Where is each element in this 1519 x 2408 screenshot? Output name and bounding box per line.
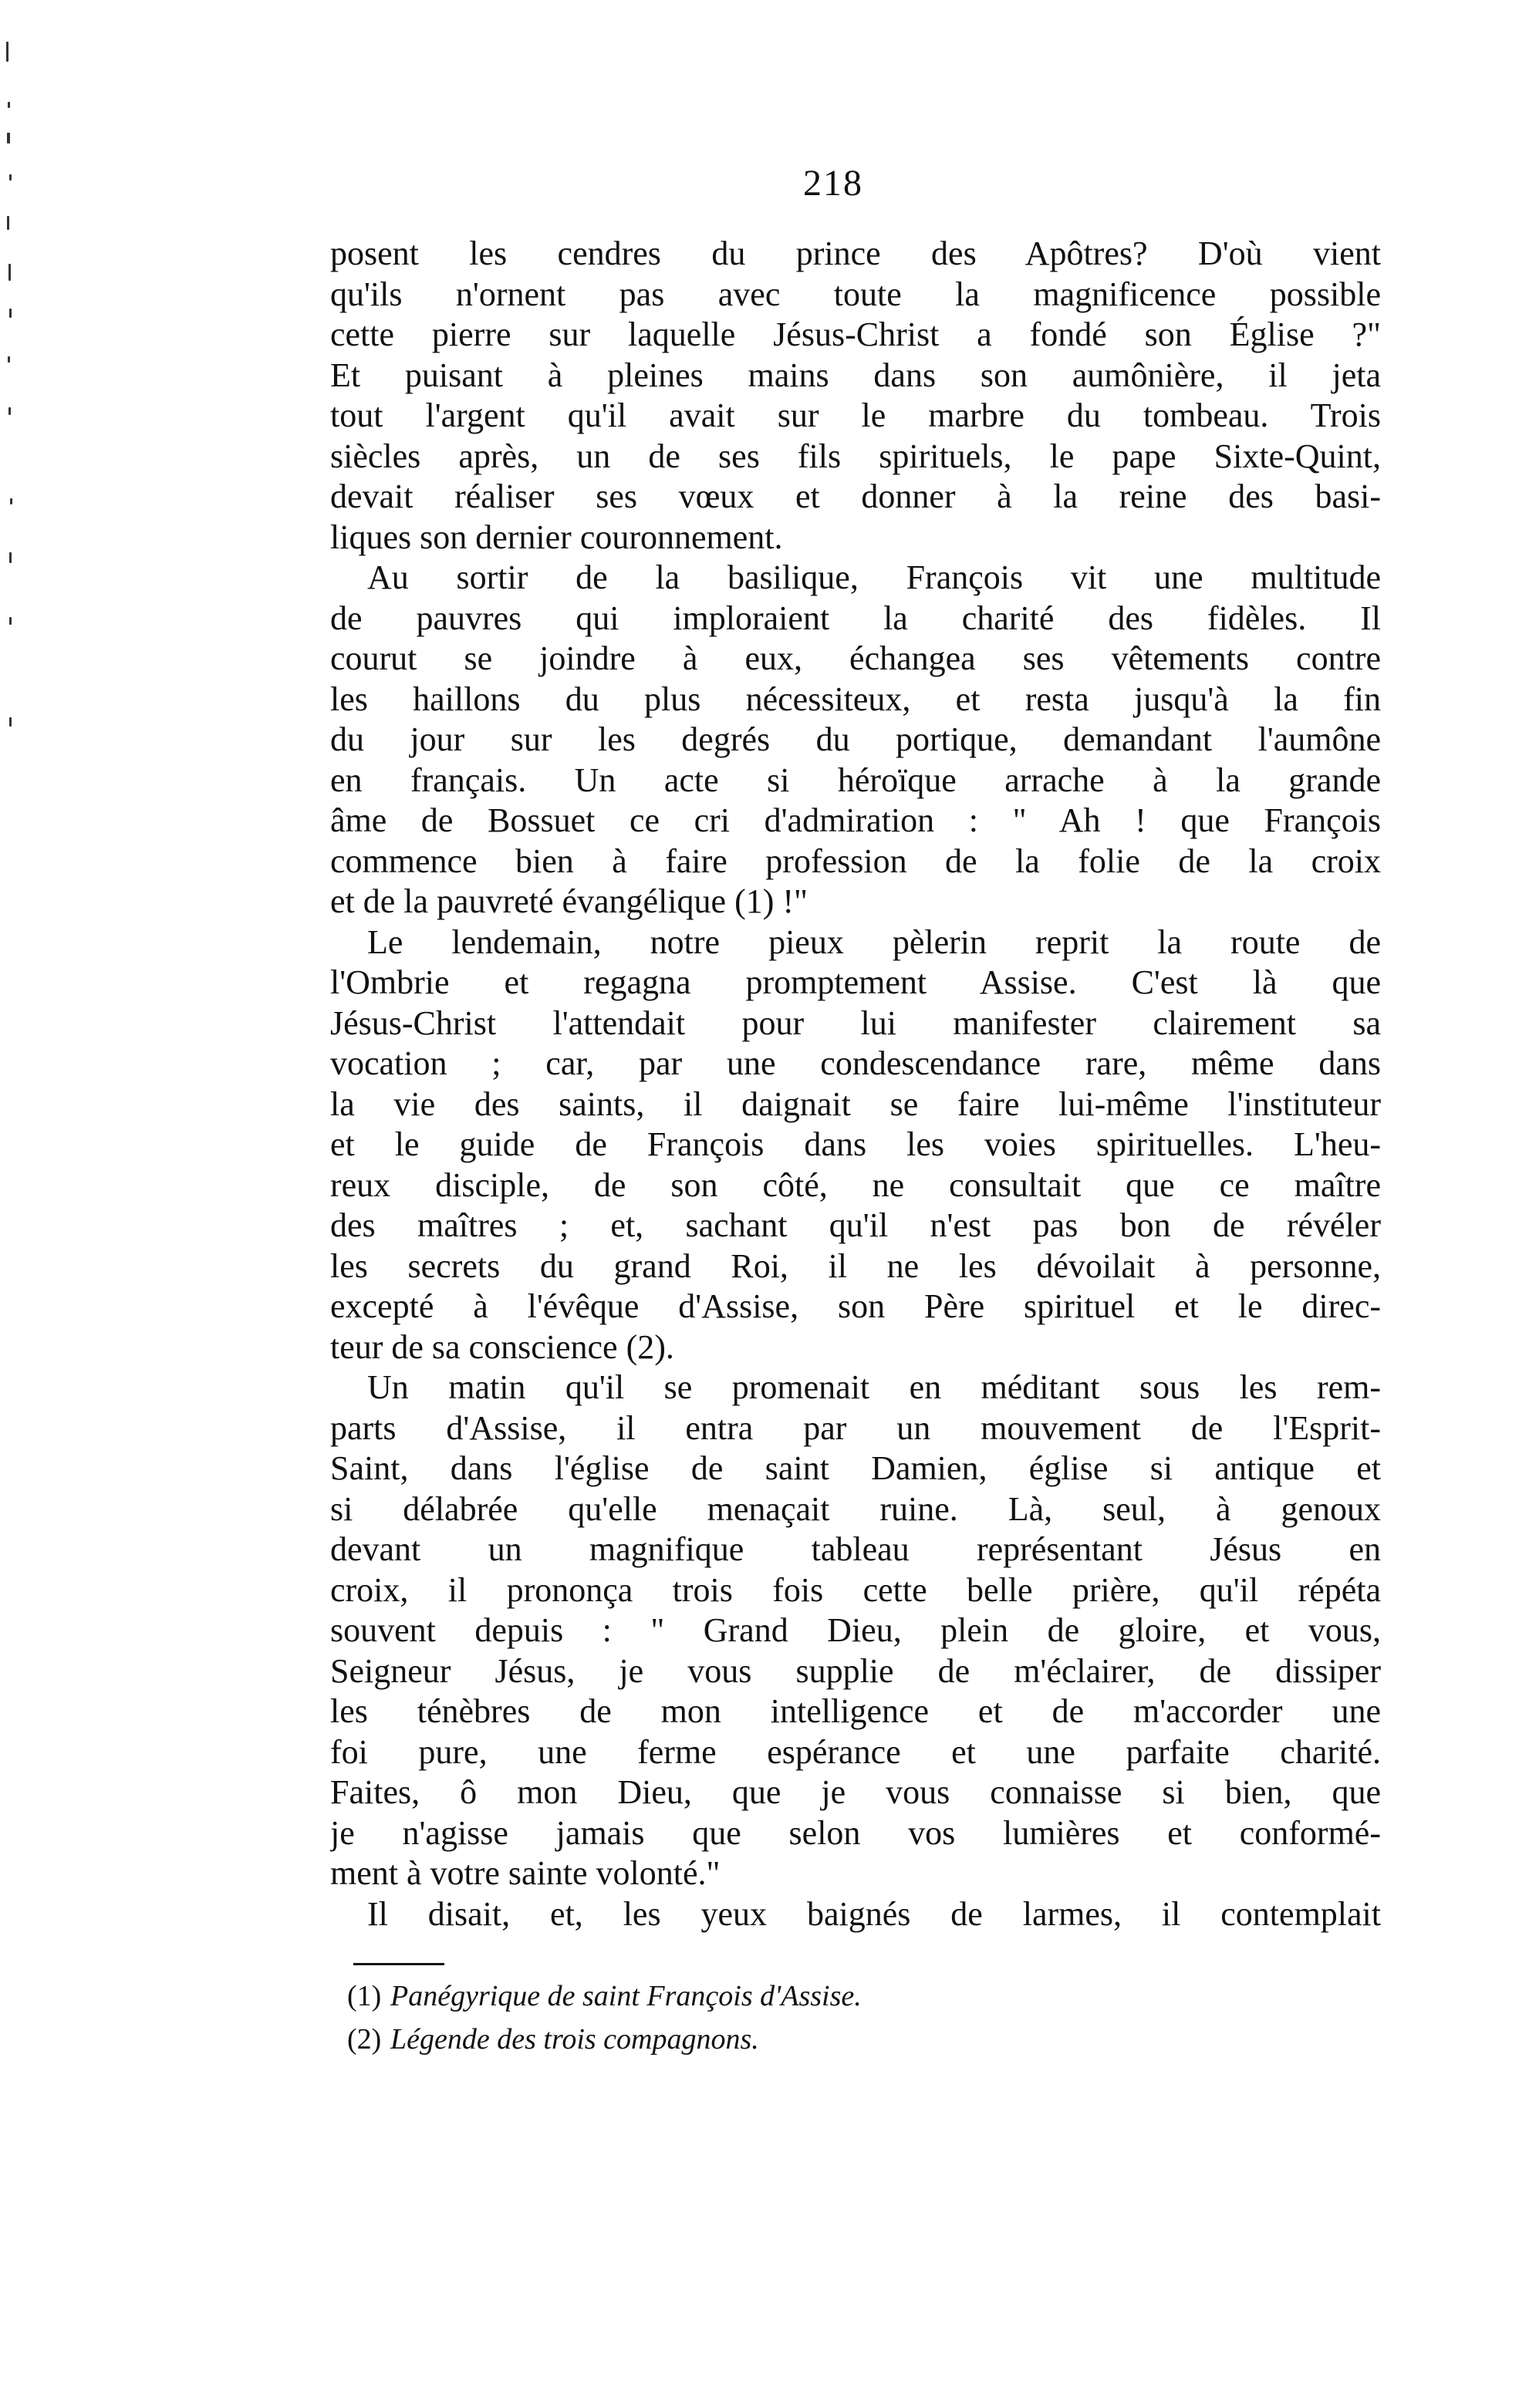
text-line: foi pure, une ferme espérance et une parfaite charité.: [330, 1732, 1381, 1771]
footnote-text: Panégyrique de saint François d'Assise.: [390, 1980, 862, 2012]
text-line: teur de sa conscience (2).: [330, 1327, 674, 1366]
text-line: Faites, ô mon Dieu, que je vous connaisse si bien, que: [330, 1773, 1381, 1811]
text-line: posent les cendres du prince des Apôtres? D'où vient: [330, 234, 1381, 272]
text-line: et le guide de François dans les voies spirituelles. L'heu-: [330, 1125, 1381, 1163]
text-line: âme de Bossuet ce cri d'admiration : " Ah ! que François: [330, 801, 1381, 839]
text-line: croix, il prononça trois fois cette belle prière, qu'il répéta: [330, 1570, 1381, 1609]
text-line: et de la pauvreté évangélique (1) !": [330, 882, 808, 920]
text-line: Au sortir de la basilique, François vit une multitude: [367, 558, 1381, 596]
footnote: [347, 1975, 1273, 2018]
text-line: de pauvres qui imploraient la charité des fidèles. Il: [330, 599, 1381, 637]
text-line: parts d'Assise, il entra par un mouvement de l'Esprit-: [330, 1408, 1381, 1447]
text-line: Et puisant à pleines mains dans son aumônière, il jeta: [330, 356, 1381, 394]
text-line: Jésus-Christ l'attendait pour lui manifester clairement sa: [330, 1003, 1381, 1042]
text-line: vocation ; car, par une condescendance rare, même dans: [330, 1044, 1381, 1082]
text-line: les ténèbres de mon intelligence et de m'accorder une: [330, 1692, 1381, 1730]
text-line: des maîtres ; et, sachant qu'il n'est pas bon de révéler: [330, 1206, 1381, 1244]
text-line: Seigneur Jésus, je vous supplie de m'éclairer, de dissiper: [330, 1651, 1381, 1690]
text-line: la vie des saints, il daignait se faire lui-même l'instituteur: [330, 1084, 1381, 1123]
text-line: liques son dernier couronnement.: [330, 518, 783, 556]
text-line: en français. Un acte si héroïque arrache à la grande: [330, 761, 1381, 799]
body-text: [330, 234, 1381, 1934]
text-line: Le lendemain, notre pieux pèlerin reprit la route de: [367, 922, 1381, 961]
text-line: du jour sur les degrés du portique, demandant l'aumône: [330, 720, 1381, 758]
text-line: qu'ils n'ornent pas avec toute la magnificence possible: [330, 275, 1381, 313]
page-number: 218: [803, 163, 863, 204]
text-line: je n'agisse jamais que selon vos lumières et conformé-: [330, 1813, 1381, 1852]
text-line: cette pierre sur laquelle Jésus-Christ a fondé son Église ?": [330, 315, 1381, 353]
text-line: Un matin qu'il se promenait en méditant sous les rem-: [367, 1368, 1381, 1406]
text-line: devant un magnifique tableau représentant Jésus en: [330, 1530, 1381, 1568]
footnote-rule: [353, 1963, 444, 1965]
text-line: ment à votre sainte volonté.": [330, 1854, 721, 1892]
footnote: [347, 2018, 1273, 2061]
text-line: les secrets du grand Roi, il ne les dévoilait à personne,: [330, 1246, 1381, 1285]
text-line: Saint, dans l'église de saint Damien, église si antique et: [330, 1449, 1381, 1487]
text-line: Il disait, et, les yeux baignés de larmes, il contemplait: [367, 1894, 1381, 1933]
scan-margin-marks: [0, 39, 23, 779]
text-line: siècles après, un de ses fils spirituels, le pape Sixte-Quint,: [330, 437, 1381, 475]
text-line: si délabrée qu'elle menaçait ruine. Là, seul, à genoux: [330, 1489, 1381, 1528]
footnote-marker: (1): [347, 1980, 382, 2012]
text-line: tout l'argent qu'il avait sur le marbre du tombeau. Trois: [330, 396, 1381, 434]
footnote-text: Légende des trois compagnons.: [390, 2023, 759, 2056]
text-line: l'Ombrie et regagna promptement Assise. C'est là que: [330, 963, 1381, 1001]
footnote-marker: (2): [347, 2023, 382, 2056]
text-line: les haillons du plus nécessiteux, et resta jusqu'à la fin: [330, 680, 1381, 718]
text-line: reux disciple, de son côté, ne consultait que ce maître: [330, 1165, 1381, 1204]
footnotes: [347, 1975, 1273, 2061]
text-line: souvent depuis : " Grand Dieu, plein de gloire, et vous,: [330, 1611, 1381, 1649]
text-line: courut se joindre à eux, échangea ses vêtements contre: [330, 639, 1381, 677]
text-line: commence bien à faire profession de la folie de la croix: [330, 841, 1381, 880]
text-line: excepté à l'évêque d'Assise, son Père spirituel et le direc-: [330, 1287, 1381, 1325]
text-line: devait réaliser ses vœux et donner à la reine des basi-: [330, 477, 1381, 515]
